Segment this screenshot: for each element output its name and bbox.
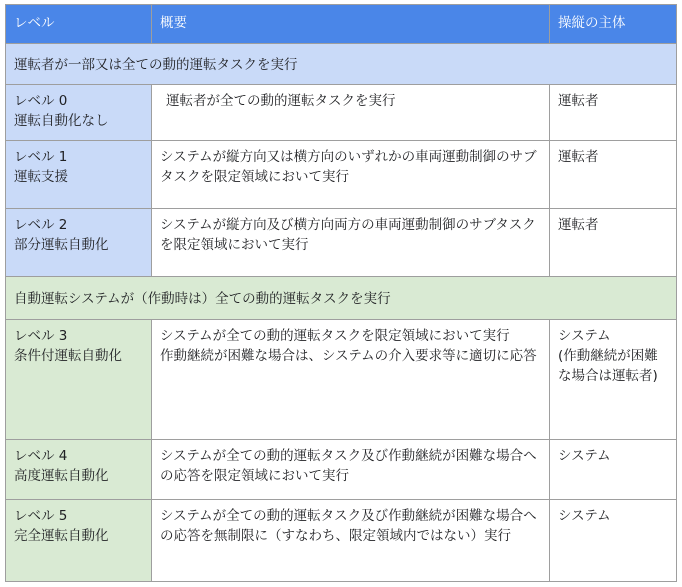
actor-cell: 運転者	[550, 140, 677, 208]
level-cell: レベル 5 完全運転自動化	[6, 499, 152, 582]
header-summary: 概要	[152, 5, 550, 44]
section-title: 運転者が一部又は全ての動的運転タスクを実行	[6, 44, 677, 85]
summary-cell: システムが縦方向及び横方向両方の車両運動制御のサブタスクを限定領域において実行	[152, 208, 550, 276]
section-title: 自動運転システムが（作動時は）全ての動的運転タスクを実行	[6, 276, 677, 319]
summary-cell: システムが全ての動的運転タスク及び作動継続が困難な場合への応答を無制限に（すなわち、限定領域内ではない）実行	[152, 499, 550, 582]
level-cell: レベル 2 部分運転自動化	[6, 208, 152, 276]
level-cell: レベル 4 高度運転自動化	[6, 439, 152, 499]
summary-cell: システムが全ての動的運転タスク及び作動継続が困難な場合への応答を限定領域において実行	[152, 439, 550, 499]
summary-cell: 運転者が全ての動的運転タスクを実行	[152, 85, 550, 141]
actor-cell: 運転者	[550, 85, 677, 141]
table-row	[6, 85, 677, 141]
table-row	[6, 320, 677, 440]
summary-cell: システムが全ての動的運転タスクを限定領域において実行 作動継続が困難な場合は、システムの介入要求等に適切に応答	[152, 320, 550, 440]
table-header-row	[6, 5, 677, 44]
table-row	[6, 439, 677, 499]
actor-cell: 運転者	[550, 208, 677, 276]
header-actor: 操縦の主体	[550, 5, 677, 44]
level-cell: レベル 0 運転自動化なし	[6, 85, 152, 141]
header-level: レベル	[6, 5, 152, 44]
table-row	[6, 140, 677, 208]
table-row	[6, 208, 677, 276]
table-row	[6, 499, 677, 582]
actor-cell: システム	[550, 439, 677, 499]
section-row-driver	[6, 44, 677, 85]
level-cell: レベル 1 運転支援	[6, 140, 152, 208]
section-row-system	[6, 276, 677, 319]
automation-levels-table	[5, 4, 677, 582]
summary-cell: システムが縦方向又は横方向のいずれかの車両運動制御のサブタスクを限定領域において実行	[152, 140, 550, 208]
level-cell: レベル 3 条件付運転自動化	[6, 320, 152, 440]
actor-cell: システム (作動継続が困難な場合は運転者)	[550, 320, 677, 440]
actor-cell: システム	[550, 499, 677, 582]
